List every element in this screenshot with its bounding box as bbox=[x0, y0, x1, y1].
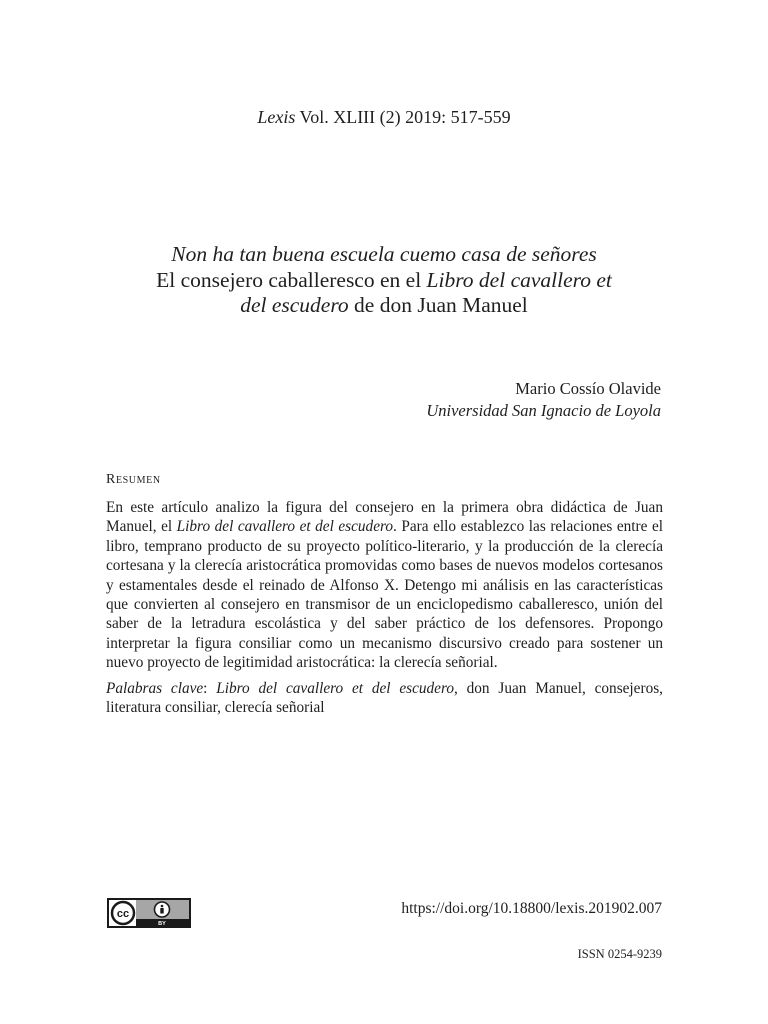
title-line-1: Non ha tan buena escuela cuemo casa de señores bbox=[171, 242, 597, 266]
abstract-paragraph bbox=[106, 498, 663, 673]
journal-name: Lexis bbox=[257, 107, 296, 127]
keywords-colon: : bbox=[203, 679, 217, 697]
volume-pages: Vol. XLIII (2) 2019: 517-559 bbox=[299, 107, 511, 127]
keywords bbox=[106, 679, 663, 718]
keywords-list: , don Juan Manuel, consejeros, literatura consiliar, clerecía señorial bbox=[106, 679, 663, 717]
author-affiliation: Universidad San Ignacio de Loyola bbox=[426, 401, 661, 420]
doi-link[interactable]: https://doi.org/10.18800/lexis.201902.007 bbox=[401, 900, 662, 917]
article-title bbox=[100, 242, 668, 319]
title-line-3-italic: del escudero bbox=[240, 293, 349, 317]
issn: ISSN 0254-9239 bbox=[577, 947, 662, 961]
abstract-text-rest: . Para ello establezco las relaciones entre el libro, temprano producto de su proyecto político-literario, y la producción de la clerecía cortesana y la clerecía aristocrática promovidas como bases de nuevos modelos cortesanos y estamentales desde el reinado de Alfonso X. Detengo mi análisis en las características que convierten al consejero en transmisor de un enciclopedismo caballeresco, unión del saber de la letradura escolástica y del saber práctico de los defensores. Propongo interpretar la figura consiliar como un mecanismo discursivo creado para sostener un nuevo proyecto de legitimidad aristocrática: la clerecía señorial. bbox=[106, 518, 663, 672]
title-line-2-italic: Libro del cavallero et bbox=[426, 267, 612, 292]
author-name: Mario Cossío Olavide bbox=[515, 379, 661, 398]
abstract-heading: Resumen bbox=[106, 472, 161, 487]
keywords-label: Palabras clave bbox=[106, 679, 204, 697]
title-line-3 bbox=[100, 293, 668, 319]
title-line-3-text: de don Juan Manuel bbox=[348, 293, 528, 317]
cc-text: cc bbox=[116, 908, 130, 920]
abstract-text-start: En este artículo analizo la figura del consejero en la primera obra didáctica de Juan Manuel, el bbox=[106, 499, 663, 536]
abstract-body bbox=[106, 498, 663, 717]
cc-by-license-icon bbox=[107, 898, 191, 928]
abstract-book-title: Libro del cavallero et del escudero bbox=[176, 518, 394, 536]
journal-citation-header bbox=[0, 106, 768, 128]
title-line-2 bbox=[100, 268, 668, 294]
keywords-book-title: Libro del cavallero et del escudero bbox=[216, 679, 454, 697]
by-text: BY bbox=[158, 921, 166, 926]
author-block bbox=[426, 378, 661, 422]
title-line-2-text: El consejero caballeresco en el bbox=[156, 267, 427, 292]
